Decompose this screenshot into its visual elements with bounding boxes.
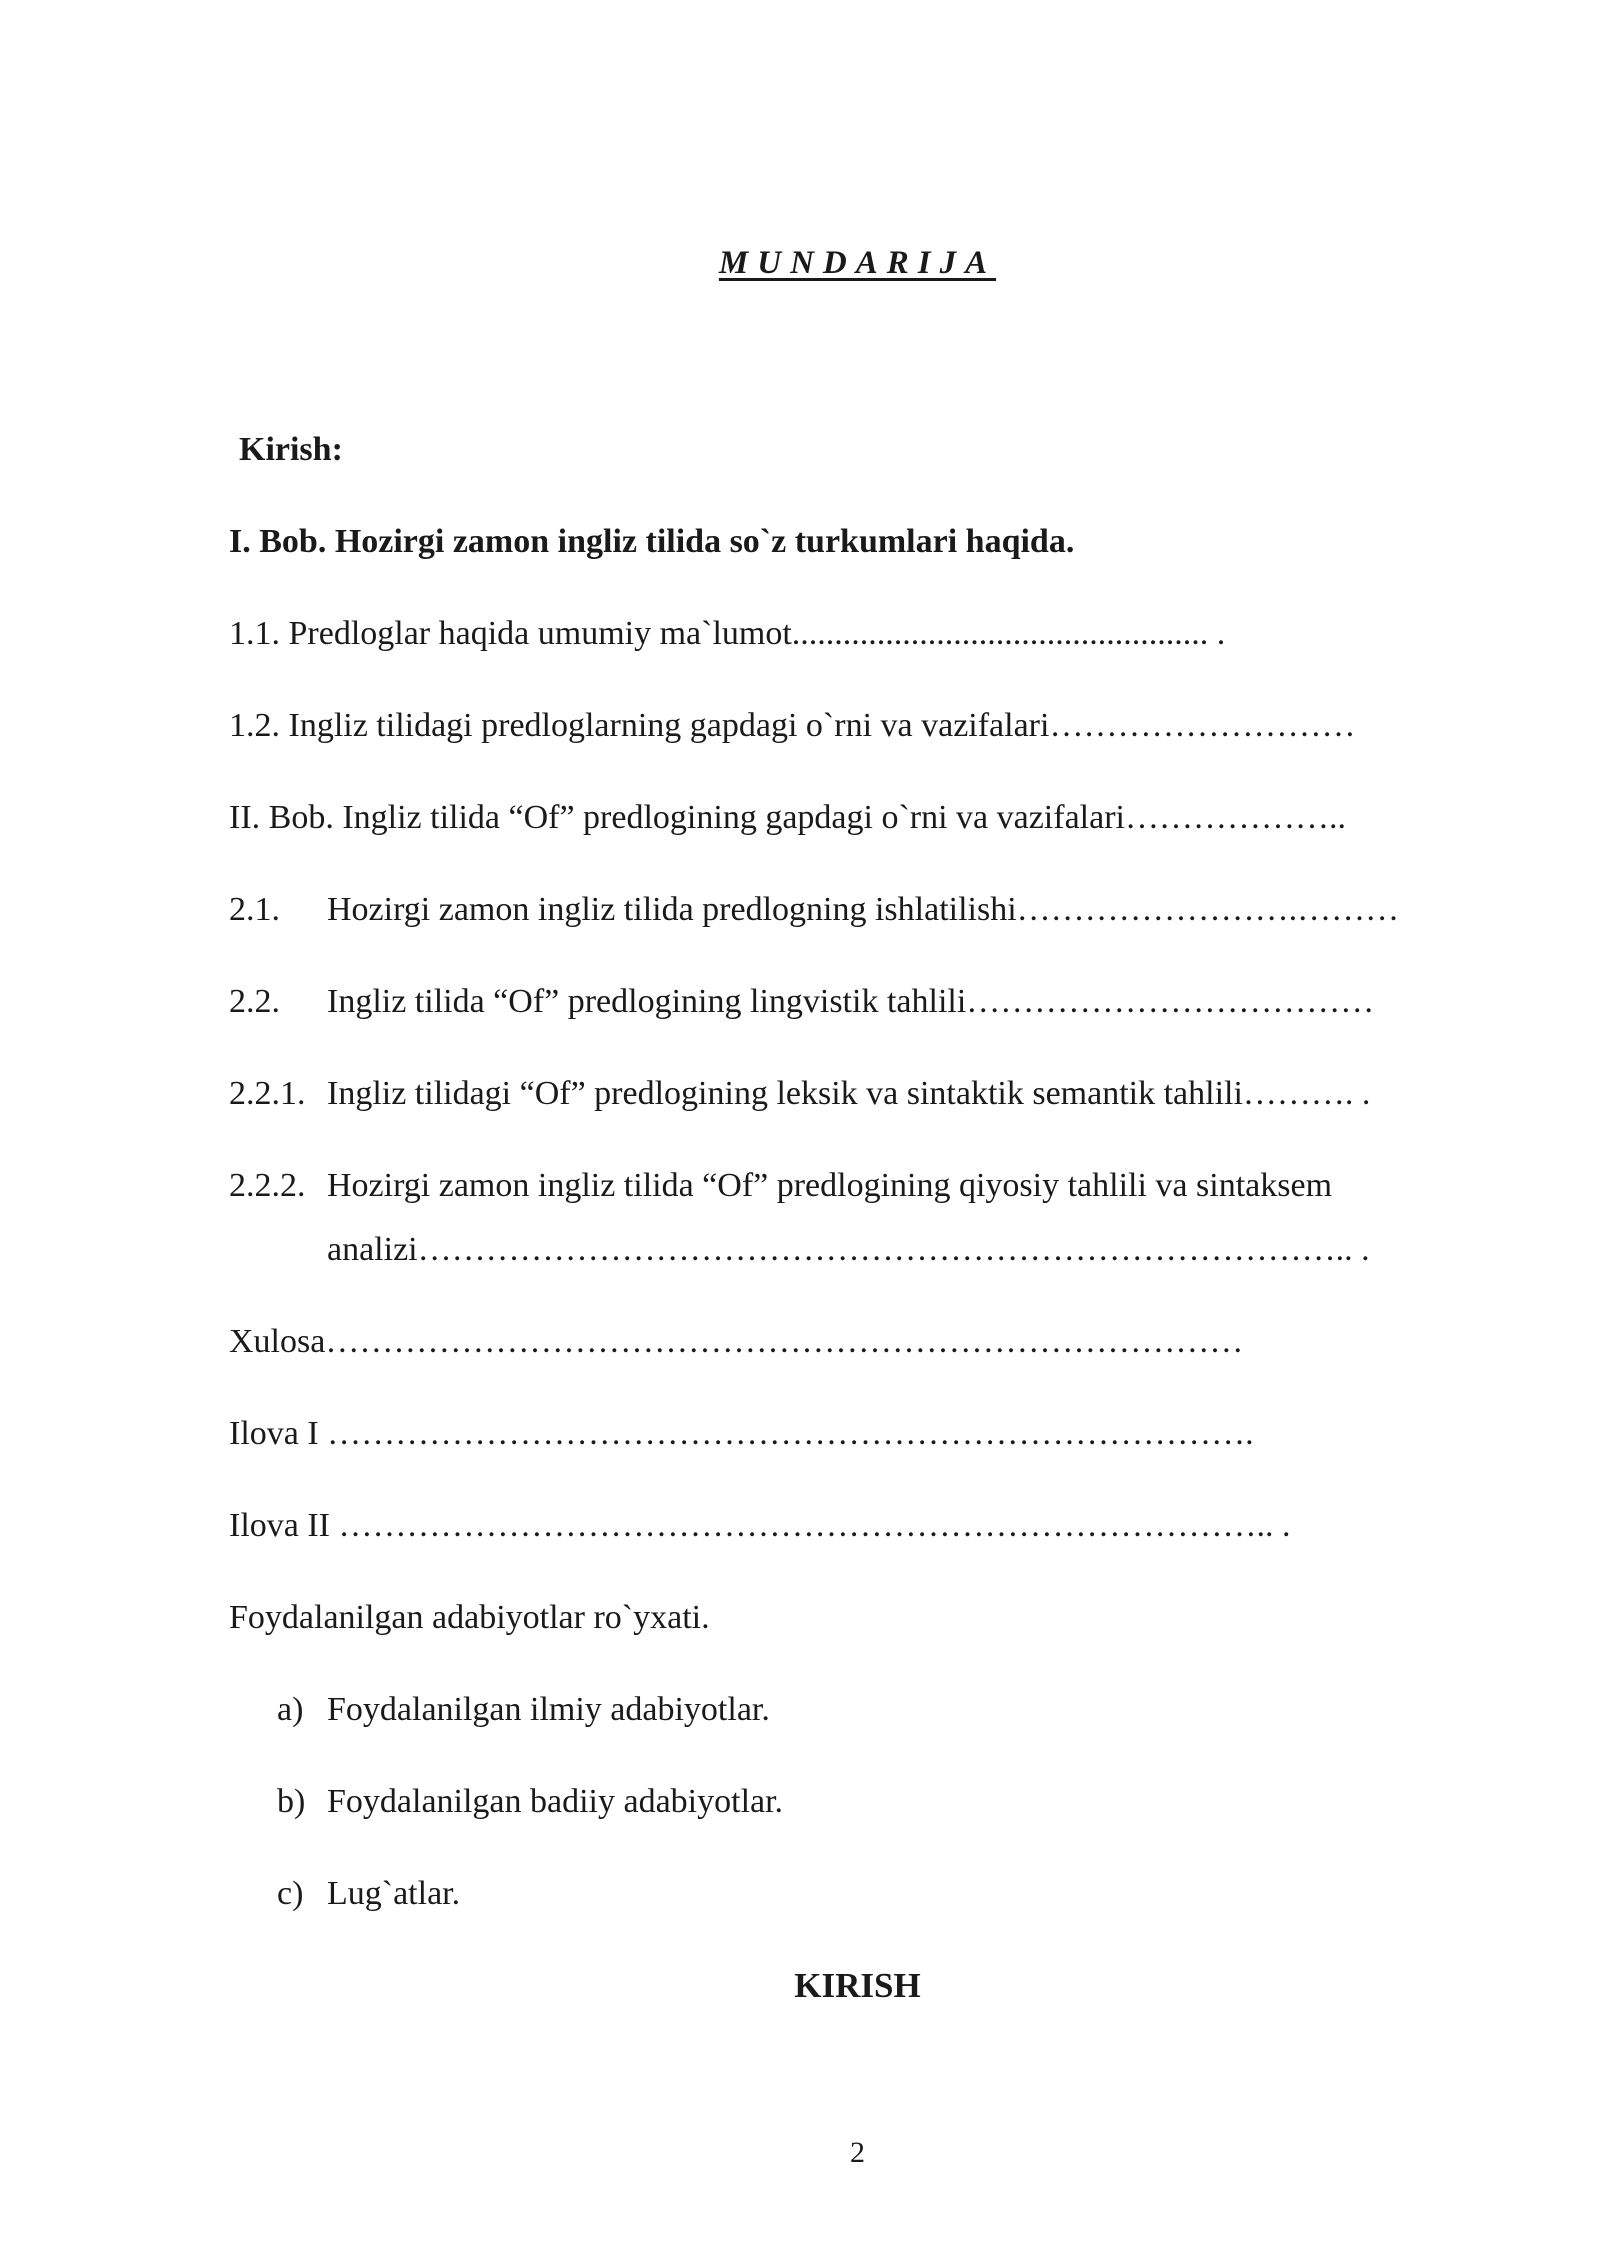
toc-kirish: Kirish: [239,431,343,468]
list-marker: b) [277,1783,306,1820]
toc-item-number: 2.2.2. [229,1167,306,1204]
toc-item-text: Ingliz tilida “Of” predlogining lingvistik tahlili……………………………… [327,983,1375,1020]
toc-item-number: 2.2. [229,983,280,1020]
page-title: MUNDARIJA [718,245,997,281]
toc-item-1-2: 1.2. Ingliz tilidagi predloglarning gapdagi o`rni va vazifalari……………………… [229,707,1356,744]
list-marker: a) [277,1691,304,1728]
toc-item-number: 2.2.1. [229,1075,306,1112]
page-number: 2 [850,2136,865,2169]
toc-references-b [277,1780,783,1824]
toc-item-2-2-2 [229,1164,1332,1208]
toc-item-text: Hozirgi zamon ingliz tilida “Of” predlogining qiyosiy tahlili va sintaksem [327,1167,1333,1204]
list-marker: c) [277,1875,304,1912]
list-item-text: Lug`atlar. [327,1875,461,1912]
toc-item-text: Hozirgi zamon ingliz tilida predlogning ishlatilishi…………………….……… [327,891,1400,928]
toc-chapter-1: I. Bob. Hozirgi zamon ingliz tilida so`z turkumlari haqida. [229,523,1075,560]
toc-chapter-2: II. Bob. Ingliz tilida “Of” predlogining gapdagi o`rni va vazifalari……………….. [229,799,1346,836]
toc-references-a [277,1688,770,1732]
section-heading-kirish: KIRISH [794,1966,921,2005]
toc-item-2-1 [229,888,1399,932]
toc-item-1-1: 1.1. Predloglar haqida umumiy ma`lumot................................................. . [229,615,1226,652]
toc-item-2-2-1 [229,1072,1370,1116]
list-item-text: Foydalanilgan badiiy adabiyotlar. [327,1783,784,1820]
list-item-text: Foydalanilgan ilmiy adabiyotlar. [327,1691,770,1728]
toc-references-c [277,1872,460,1916]
toc-item-text: Ingliz tilidagi “Of” predlogining leksik va sintaktik semantik tahlili………. . [327,1075,1371,1112]
toc-ilova-2: Ilova II ……………………………………………………………………….. . [229,1507,1291,1544]
toc-ilova-1: Ilova I ………………………………………………………………………. [229,1415,1254,1452]
toc-item-2-2 [229,980,1374,1024]
toc-xulosa: Xulosa……………………………………………………………………… [229,1323,1244,1360]
toc-references: Foydalanilgan adabiyotlar ro`yxati. [229,1599,710,1636]
toc-item-2-2-2-continuation: analizi……………………………………………………………………….. . [327,1231,1370,1268]
toc-item-number: 2.1. [229,891,280,928]
